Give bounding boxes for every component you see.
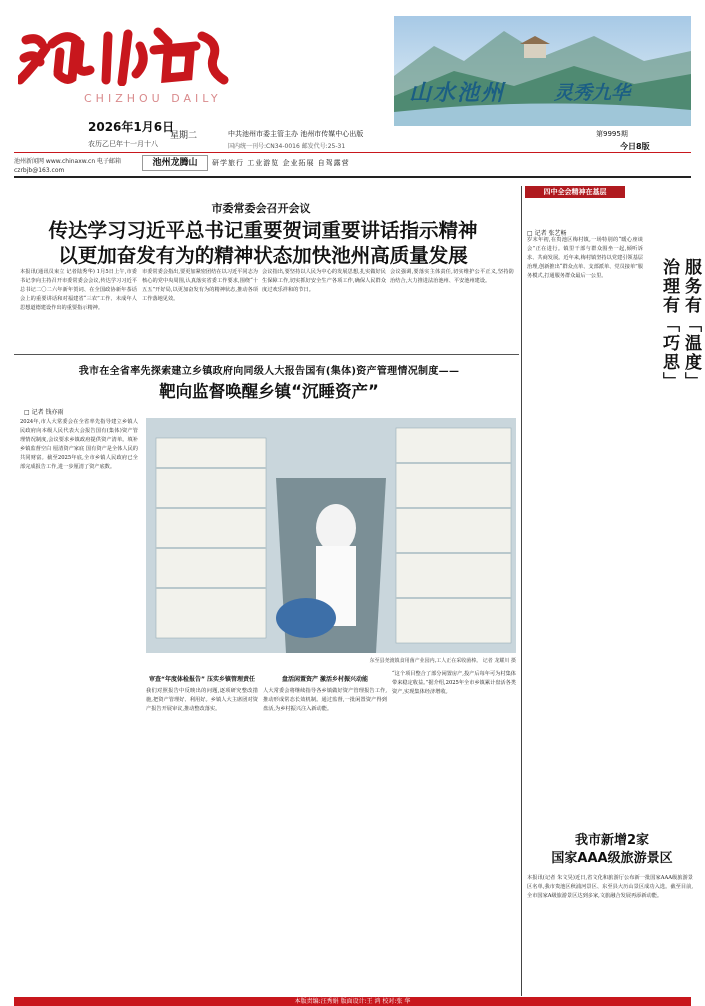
editor-footer: 本版责编:汪秀娟 版面设计:王 鸿 校对:张 华	[14, 997, 691, 1006]
story-column	[146, 670, 258, 1000]
weekday: 星期二	[170, 131, 198, 141]
scenic-banner-image	[394, 16, 691, 126]
issue-number: 第9995期	[596, 130, 628, 138]
divider	[14, 176, 691, 178]
tourism-headline-line-2: 国家AAA级旅游景区	[551, 851, 673, 866]
story-headline: 靶向监督唤醒乡镇“沉睡资产”	[159, 382, 379, 401]
lead-paragraph: 会议指出,要坚持以人民为中心的发展思想,扎实做好民生保障工作,切实抓好安全生产各项工作,确保人民群众度过欢乐祥和的节日。	[262, 269, 386, 293]
story-column: 2024年,市人大常委会在全省率先指导建立乡镇人民政府向本级人民代表大会报告国有(集体)资产管理情况制度,会议要求乡镇政府提供资产清单。填补乡镇监督空白 厘清资产家底 国有资产是全体人民的共同财富。截至2025年底,全市乡镇人民政府已全部完成报告工作,进一步厘清了资产底数。	[20, 419, 138, 470]
page-count: 今日8版	[620, 142, 650, 151]
story-paragraph: 人大常委会将继续指导各乡镇做好资产管理报告工作,推动形成常态长效机制。通过监督,一批闲置资产得到盘活,为乡村振兴注入新动能。	[263, 688, 387, 712]
divider	[14, 152, 691, 153]
story-column: “这个项目整合了部分闲置房产,投产后每年可为村集体带来稳定收益。”据介绍,2025年全市乡镇累计盘活各类资产,实现集体经济增收。	[392, 671, 516, 695]
sponsor-line: 中共池州市委主管主办 池州市传媒中心出版	[228, 130, 364, 138]
tourism-article-body: 本报讯(记者 朱文昊)近日,省文化和旅游厅公布新一批国家AAA级旅游景区名单,我市贵池区秋浦河景区、东至县大历山景区成功入选。截至目前,全市国家A级旅游景区达到多家,文旅融合发展再添新动能。	[527, 875, 693, 899]
section-tag: 四中全会精神在基层	[525, 186, 625, 198]
website-line[interactable]: 池州新闻网 www.chinaxw.cn 电子邮箱 czrbjb@163.com	[14, 158, 122, 174]
divider	[14, 354, 519, 355]
story-subhead: 盘活闲置资产 激活乡村振兴动能	[281, 676, 369, 683]
story-column	[263, 670, 387, 1000]
lead-headline-line-2: 以更加奋发有为的精神状态加快池州高质量发展	[58, 244, 468, 267]
photo-caption: 东至县尧渡镇食用菌产业园内,工人正在采收菌棒。 记者 龙耀川 摄	[369, 658, 516, 664]
logo-english: CHIZHOU DAILY	[84, 92, 222, 105]
side-headline-1: 治理有「巧思」	[659, 258, 679, 391]
lead-kicker: 市委常委会召开会议	[211, 202, 311, 215]
ad-brand: 池州龙腾山	[142, 155, 208, 171]
cn-number: 国内统一刊号:CN34-0016 邮发代号:25-31	[228, 143, 346, 150]
banner-slogan: 山水池州	[409, 81, 506, 106]
ad-tags: 研学旅行 工业游览 企业拓展 自驾露营	[212, 159, 350, 167]
lead-paragraph: 市委常委会指出,要更加紧密团结在以习近平同志为核心的党中央周围,认真落实省委工作要求,围绕“十五五”开好局,以更加奋发有为的精神状态,推动各项工作落地见效。	[142, 269, 258, 302]
story-subhead: 审查“年度体检报告” 压实乡镇管理责任	[149, 676, 255, 683]
tourism-headline-line-1: 我市新增2家	[574, 833, 650, 848]
side-headline-2: 服务有「温度」	[681, 258, 701, 391]
story-paragraph: 我们对照报告中反映出的问题,逐项研究整改措施,把资产管理好、利用好。乡镇人大主席团对资产报告开展审议,推动整改落实。	[146, 688, 258, 712]
column-divider	[521, 186, 522, 996]
lunar-date: 农历乙巳年十一月十八	[88, 140, 158, 148]
banner-slogan-sub: 灵秀九华	[554, 82, 631, 104]
side-byline: □ 记者 张艺畅	[527, 230, 567, 237]
lead-paragraph: 会议强调,要落实主体责任,切实维护公平正义,坚持防治结合,大力推进法治池州、平安池州建设。	[390, 269, 514, 284]
tourism-headline	[527, 832, 697, 868]
lead-headline	[8, 218, 518, 268]
lead-paragraph: 本报讯(通讯员束立 记者陆秀华) 1月5日上午,市委书记李向主持召开市委常委会会议,传达学习习近平总书记二〇二六年新年贺词、在全国政协新年茶话会上的重要讲话和对福建省“三农”工作、未成年人思想道德建设作出的重要指示精神。	[20, 269, 137, 311]
newspaper-logo	[18, 22, 233, 86]
lead-headline-line-1: 传达学习习近平总书记重要贺词重要讲话指示精神	[48, 219, 478, 242]
story-kicker: 我市在全省率先探索建立乡镇政府向同级人大报告国有(集体)资产管理情况制度——	[78, 366, 460, 377]
news-photo	[146, 418, 516, 653]
publication-date: 2026年1月6日	[88, 120, 175, 134]
side-article-body: 岁末年初,在贵池区梅村镇,一场特别的“暖心座谈会”正在进行。镇里干部与群众围坐一起,倾听诉求、共商发展。近年来,梅村镇坚持以党建引领基层治理,创新推出“群众点单、支部派单、党员接单”服务模式,打通服务群众最后一公里。	[527, 237, 643, 279]
story-byline: □ 记者 钱亦雨	[24, 409, 64, 416]
